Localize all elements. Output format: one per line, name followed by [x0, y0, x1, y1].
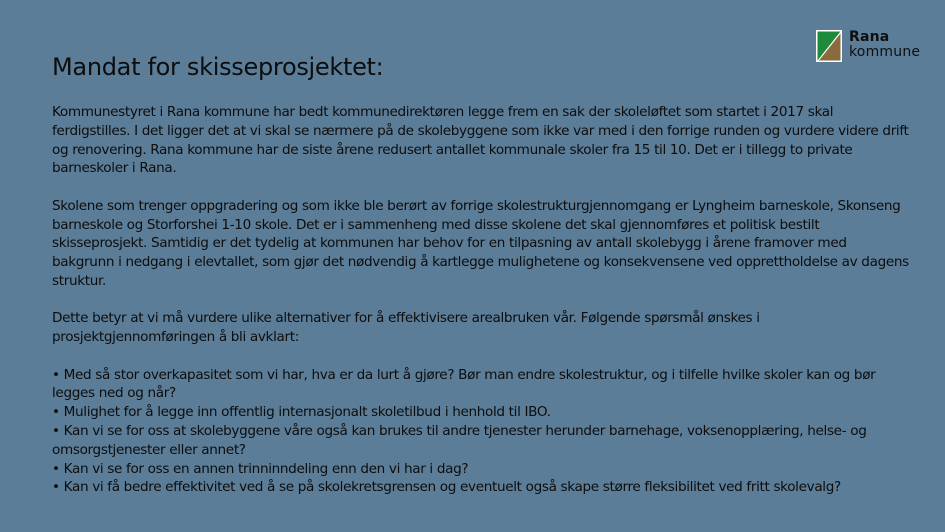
paragraph-alternatives: Dette betyr at vi må vurdere ulike alternativer for å effektivisere arealbruken vår. Følgende spørsmål ønskes i prosjektgjennomføringen å bli avklart:	[52, 310, 760, 346]
bullet-symbol: •	[52, 404, 60, 421]
paragraph-intro: Kommunestyret i Rana kommune har bedt kommunedirektøren legge frem en sak der skoleløftet som startet i 2017 skal ferdigstilles. I det ligger det at vi skal se nærmere på de skolebyggene som ikke var med i den forrige runden og vurdere videre drift og renovering. Rana kommune har de siste årene redusert antallet kommunale skoler fra 15 til 10. Det er i tillegg to private barneskoler i Rana.	[52, 104, 909, 177]
paragraph-schools: Skolene som trenger oppgradering og som ikke ble berørt av forrige skolestrukturgjennomgang er Lyngheim barneskole, Skonseng barneskole og Storforshei 1-10 skole. Det er i sammenheng med disse skolene det skal gjennomføres et politisk bestilt skisseprosjekt. Samtidig er det tydelig at kommunen har behov for en tilpasning av antall skolebygg i årene framover med bakgrunn i nedgang i elevtallet, som gjør det nødvendig å kartlegge mulighetene og konsekvensene ved opprettholdelse av dagens struktur.	[52, 197, 909, 289]
logo-text	[849, 30, 920, 60]
list-item-text: Mulighet for å legge inn offentlig internasjonalt skoletilbud i henhold til IBO.	[63, 404, 551, 421]
list-item-text: Kan vi se for oss en annen trinninndeling enn den vi har i dag?	[63, 460, 469, 477]
rana-kommune-emblem-icon	[816, 30, 842, 62]
bullet-symbol: •	[52, 366, 60, 383]
bullet-symbol: •	[52, 422, 60, 439]
slide-body	[52, 103, 912, 497]
bullet-symbol: •	[52, 479, 60, 496]
list-item	[52, 366, 912, 404]
list-item-text: Med så stor overkapasitet som vi har, hva er da lurt å gjøre? Bør man endre skolestruktur, og i tilfelle hvilke skoler kan og bør legges ned og når?	[52, 366, 876, 402]
list-item	[52, 422, 912, 460]
rana-kommune-logo	[816, 30, 920, 62]
list-item-text: Kan vi se for oss at skolebyggene våre også kan brukes til andre tjenester herunder barnehage, voksenopplæring, helse- og omsorgstjenester eller annet?	[52, 422, 867, 458]
bullet-symbol: •	[52, 460, 60, 477]
list-item	[52, 403, 912, 422]
logo-line-kommune: kommune	[849, 44, 921, 60]
question-list	[52, 366, 912, 498]
list-item	[52, 460, 912, 479]
list-item-text: Kan vi få bedre effektivitet ved å se på skolekretsgrensen og eventuelt også skape større fleksibilitet ved fritt skolevalg?	[63, 479, 841, 496]
logo-line-rana: Rana	[849, 29, 890, 45]
list-item	[52, 478, 912, 497]
slide-title: Mandat for skisseprosjektet:	[52, 53, 384, 81]
